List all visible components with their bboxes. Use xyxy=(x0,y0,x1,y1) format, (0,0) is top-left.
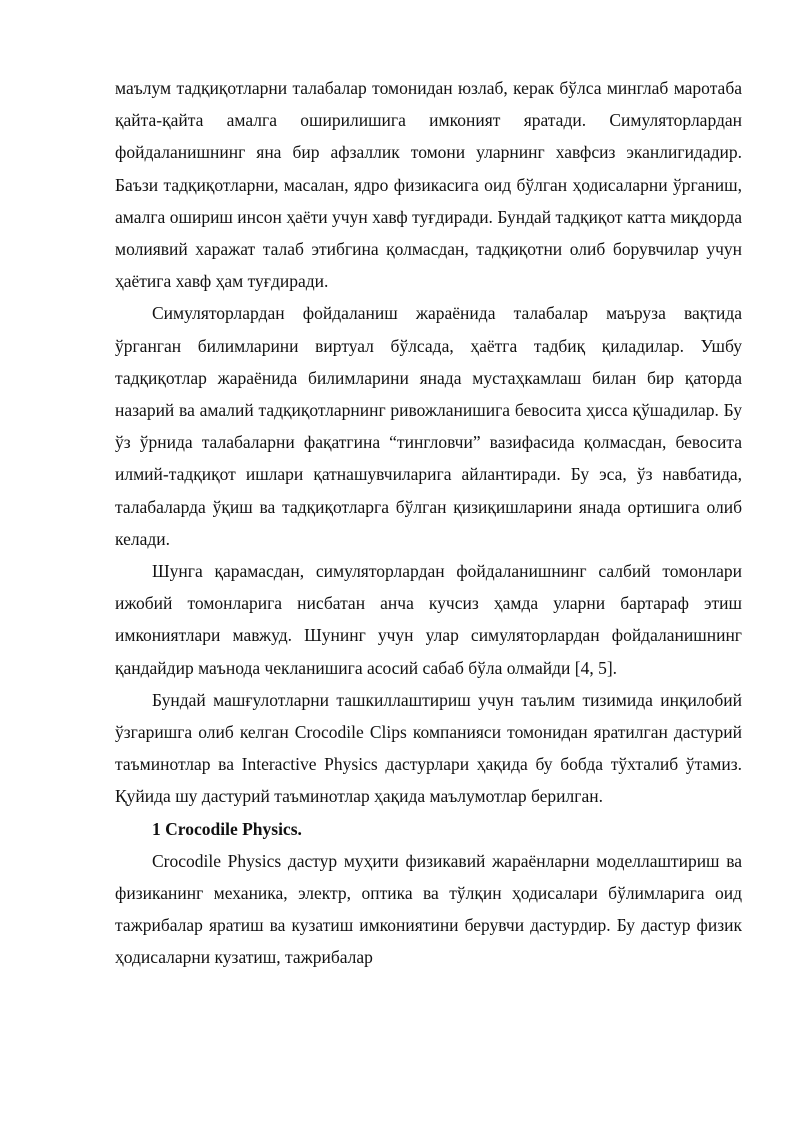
paragraph-drawbacks: Шунга қарамасдан, симуляторлардан фойдаланишнинг салбий томонлари ижобий томонларига нисбатан анча кучсиз ҳамда уларни бартараф этиш имкониятлари мавжуд. Шунинг учун улар симуляторлардан фойдаланишнинг қандайдир маънода чекланишига асосий сабаб бўла олмайди [4, 5]. xyxy=(115,561,742,678)
paragraph-software-intro: Бундай машғулотларни ташкиллаштириш учун таълим тизимида инқилобий ўзгаришга олиб келган Crocodile Clips компанияси томонидан яратилган дастурий таъминотлар ва Interactive Physics дастурлари ҳақида бу бобда тўхталиб ўтамиз. Қуйида шу дастурий таъминотлар ҳақида маълумотлар берилган. xyxy=(115,689,742,807)
paragraph-crocodile-physics: Crocodile Physics дастур муҳити физикавий жараёнларни моделлаштириш ва физиканинг механика, электр, оптика ва тўлқин ҳодисалари бўлимларига оид тажрибалар яратиш ва кузатиш имкониятини берувчи дастурдир. Бу дастур физик ҳодисаларни кузатиш, тажрибалар xyxy=(115,850,742,968)
section-heading: 1 Crocodile Physics. xyxy=(152,818,302,839)
paragraph-simulator-usage: Симуляторлардан фойдаланиш жараёнида талабалар маъруза вақтида ўрганган билимларини виртуал бўлсада, ҳаётга тадбиқ қиладилар. Ушбу тадқиқотлар жараёнида билимларини янада мустаҳкамлаш билан бир қаторда назарий ва амалий тадқиқотларнинг ривожланишига бевосита ҳисса қўшадилар. Бу ўз ўрнида талабаларни фақатгина “тингловчи” вазифасида қолмасдан, бевосита илмий-тадқиқот ишлари қатнашувчиларига айлантиради. Бу эса, ўз навбатида, талабаларда ўқиш ва тадқиқотларга бўлган қизиқишларини янада ортишига олиб келади. xyxy=(115,303,742,549)
paragraph-continuation: маълум тадқиқотларни талабалар томонидан юзлаб, керак бўлса минглаб маротаба қайта-қайта амалга оширилишига имконият яратади. Симуляторлардан фойдаланишнинг яна бир афзаллик томони уларнинг хавфсиз эканлигидадир. Баъзи тадқиқотларни, масалан, ядро физикасига оид бўлган ҳодисаларни ўрганиш, амалга ошириш инсон ҳаёти учун хавф туғдиради. Бундай тадқиқот катта миқдорда молиявий харажат талаб этибгина қолмасдан, тадқиқотни олиб борувчилар учун ҳаётига хавф ҳам туғдиради. xyxy=(115,78,742,292)
document-page xyxy=(115,72,742,974)
